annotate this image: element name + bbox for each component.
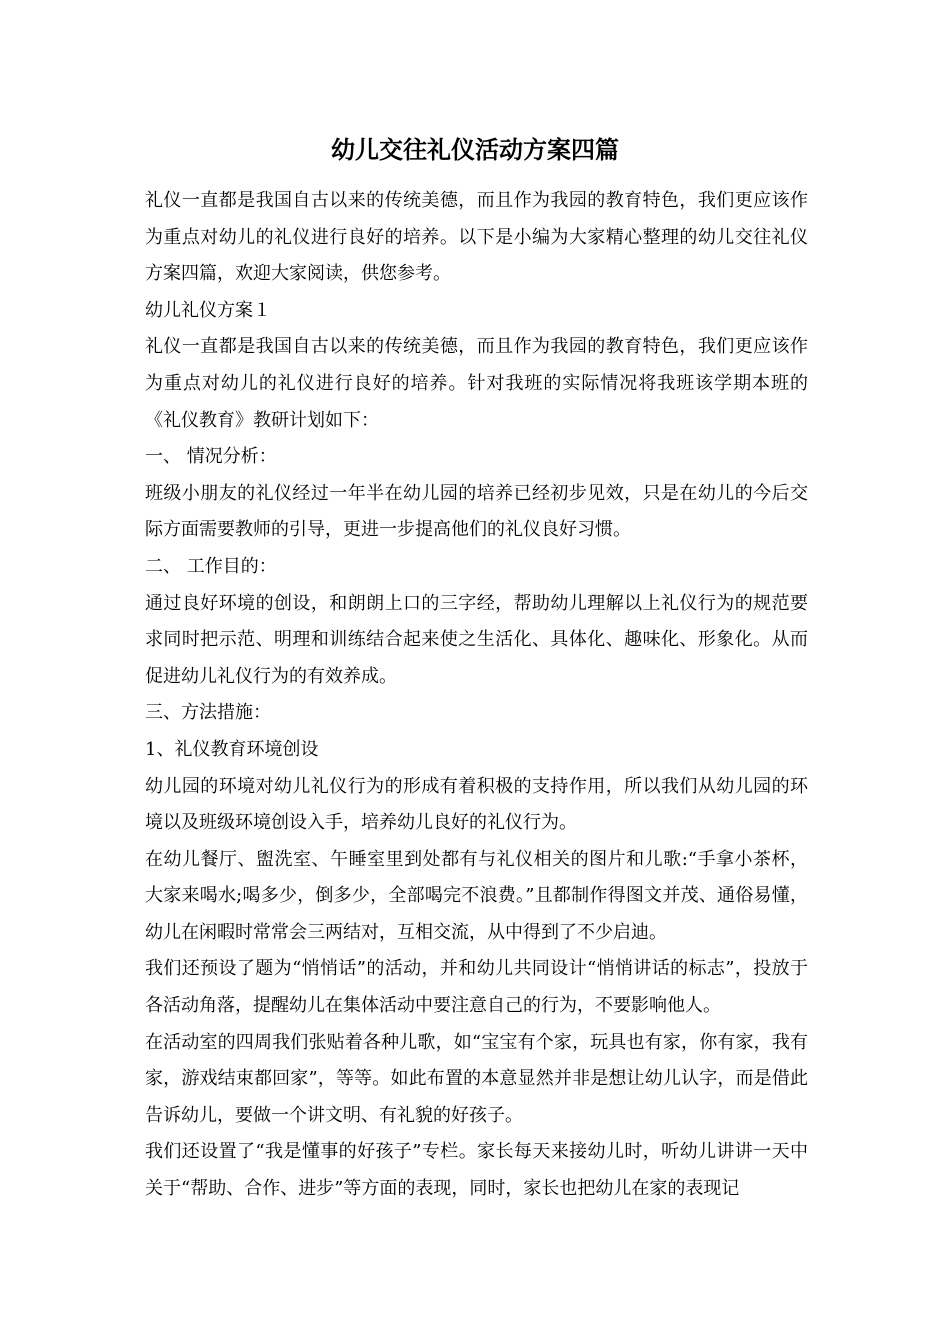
body-paragraph: 班级小朋友的礼仪经过一年半在幼儿园的培养已经初步见效，只是在幼儿的今后交际方面需要教师的引导，更进一步提高他们的礼仪良好习惯。 [145,482,808,541]
intro-paragraph: 礼仪一直都是我国自古以来的传统美德，而且作为我园的教育特色，我们更应该作为重点对幼儿的礼仪进行良好的培养。以下是小编为大家精心整理的幼儿交往礼仪方案四篇，欢迎大家阅读，供您参考。 [145,190,808,285]
document-body [145,183,808,1208]
section-heading-methods: 三、方法措施： [145,702,271,724]
body-paragraph: 我们还设置了“我是懂事的好孩子”专栏。家长每天来接幼儿时，听幼儿讲讲一天中关于“帮助、合作、进步”等方面的表现，同时，家长也把幼儿在家的表现记 [145,1141,808,1200]
section-heading-situation-analysis: 一、 情况分析： [145,446,277,468]
document-title: 幼儿交往礼仪活动方案四篇 [331,135,619,164]
body-paragraph: 幼儿园的环境对幼儿礼仪行为的形成有着积极的支持作用，所以我们从幼儿园的环境以及班级环境创设入手，培养幼儿良好的礼仪行为。 [145,775,808,834]
section-heading-plan-1: 幼儿礼仪方案１ [145,299,271,321]
body-paragraph: 礼仪一直都是我国自古以来的传统美德，而且作为我园的教育特色，我们更应该作为重点对幼儿的礼仪进行良好的培养。针对我班的实际情况将我班该学期本班的《礼仪教育》教研计划如下： [145,336,808,431]
body-paragraph: 在活动室的四周我们张贴着各种儿歌，如“宝宝有个家，玩具也有家，你有家，我有家，游戏结束都回家”，等等。如此布置的本意显然并非是想让幼儿认字，而是借此告诉幼儿，要做一个讲文明、有礼貌的好孩子。 [145,1031,808,1126]
section-heading-work-goals: 二、 工作目的： [145,555,277,577]
body-paragraph: 我们还预设了题为“悄悄话”的活动，并和幼儿共同设计“悄悄讲话的标志”，投放于各活动角落，提醒幼儿在集体活动中要注意自己的行为，不要影响他人。 [145,958,808,1017]
body-paragraph: 通过良好环境的创设，和朗朗上口的三字经，帮助幼儿理解以上礼仪行为的规范要求同时把示范、明理和训练结合起来使之生活化、具体化、趣味化、形象化。从而促进幼儿礼仪行为的有效养成。 [145,592,808,687]
subsection-heading-environment: 1、礼仪教育环境创设 [145,738,319,760]
body-paragraph: 在幼儿餐厅、盥洗室、午睡室里到处都有与礼仪相关的图片和儿歌:“手拿小茶杯，大家来喝水;喝多少，倒多少，全部喝完不浪费。”且都制作得图文并茂、通俗易懂，幼儿在闲暇时常常会三两结对，互相交流，从中得到了不少启迪。 [145,848,808,943]
